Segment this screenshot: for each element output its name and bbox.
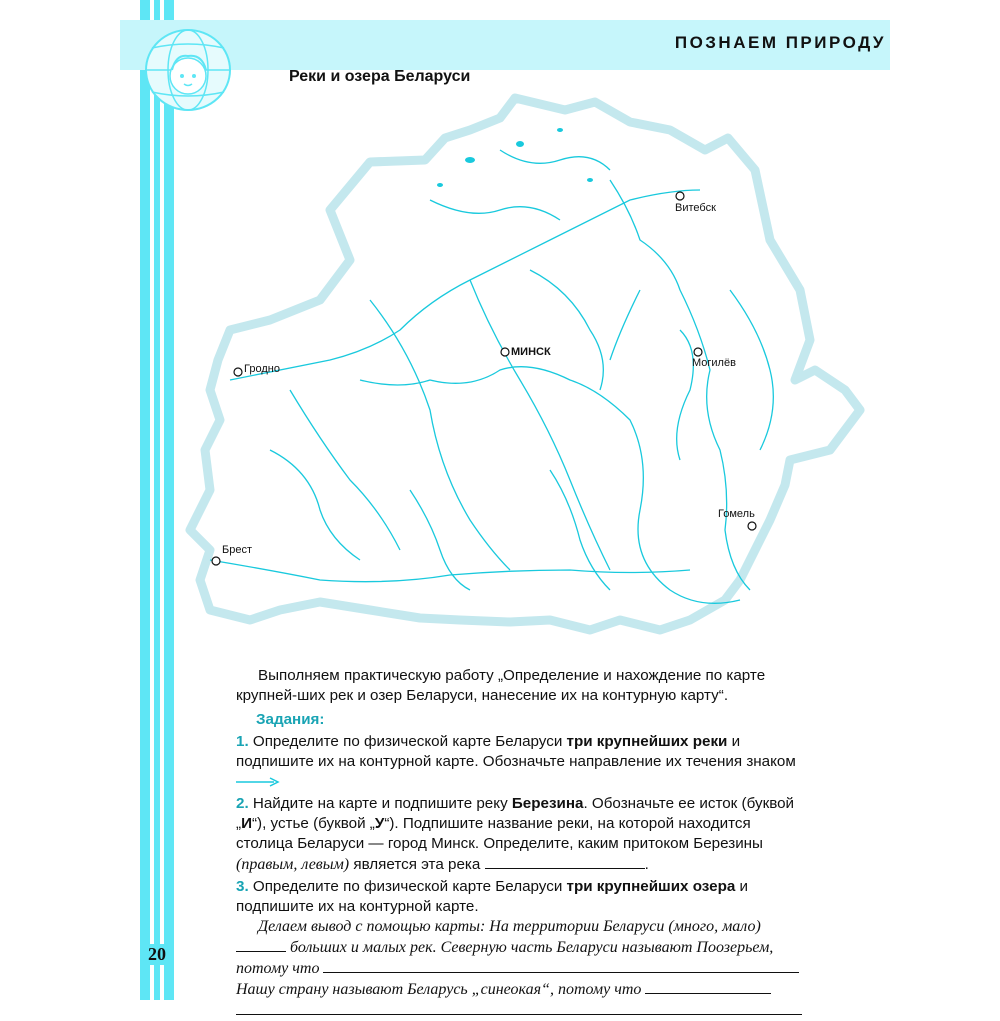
answer-line-row	[236, 1000, 808, 1021]
city-label-grodno: Гродно	[244, 363, 280, 375]
task-1-bold: три крупнейших реки	[566, 733, 728, 750]
answer-line-final[interactable]	[236, 1000, 802, 1015]
task-2-end: .	[644, 856, 649, 873]
answer-line-rivers[interactable]	[236, 937, 286, 952]
task-3-pre: Определите по физической карте Беларуси	[248, 878, 567, 895]
city-label-vitebsk: Витебск	[675, 202, 716, 214]
task-3	[236, 877, 808, 917]
task-1-pre: Определите по физической карте Беларуси	[248, 733, 567, 750]
city-label-brest: Брест	[222, 544, 252, 556]
tasks-heading: Задания:	[256, 711, 325, 728]
intro-paragraph: Выполняем практическую работу „Определение и нахождение по карте крупней-ших рек и озер Беларуси, нанесение их на контурную карту“.	[236, 667, 766, 704]
task-1	[236, 732, 808, 792]
task-2-mid3: “). Подпишите название реки, на которой находится столица Беларуси — город Минск. Определите, каким притоком Березины	[236, 815, 763, 852]
task-3-post: и подпишите их на контурной карте.	[236, 878, 749, 915]
task-3-bold: три крупнейших озера	[566, 878, 736, 895]
task-2	[236, 794, 808, 875]
city-label-gomel: Гомель	[718, 508, 755, 520]
page-number: 20	[140, 944, 174, 965]
map-title: Реки и озера Беларуси	[289, 68, 471, 85]
task-1-number: 1.	[236, 733, 249, 750]
task-2-post: является эта река	[349, 856, 481, 873]
task-2-bold-u: У	[374, 815, 385, 832]
task-2-pre: Найдите на карте и подпишите реку	[248, 795, 512, 812]
task-2-bold-river: Березина	[511, 795, 584, 812]
country-outline	[190, 98, 860, 630]
conclusion-part3: Нашу страну называют Беларусь „синеокая“, потому что	[236, 981, 642, 998]
task-3-number: 3.	[236, 878, 249, 895]
task-2-mid2: “), устье (буквой „	[251, 815, 375, 832]
task-2-mid1: . Обозначьте ее исток (буквой „	[236, 795, 795, 832]
task-2-number: 2.	[236, 795, 249, 812]
city-label-minsk: МИНСК	[511, 346, 551, 358]
left-stripe-2	[154, 0, 160, 1000]
section-title: ПОЗНАЕМ ПРИРОДУ	[674, 33, 886, 52]
task-2-bold-i: И	[241, 815, 252, 832]
answer-line-blue-eyed[interactable]	[645, 979, 771, 994]
conclusion-line-2	[236, 979, 808, 1000]
text-block	[236, 666, 808, 1021]
task-1-post: и подпишите их на контурной карте. Обозначьте направление их течения знаком	[236, 733, 796, 770]
city-label-mogilev: Могилёв	[692, 357, 736, 369]
conclusion-part2: больших и малых рек. Северную часть Беларуси называют Поозерьем, потому что	[236, 939, 774, 977]
left-stripe-1	[140, 0, 150, 1000]
conclusion-part1: Делаем вывод с помощью карты: На территории Беларуси (много, мало)	[258, 918, 761, 935]
arrow-icon	[236, 777, 280, 787]
conclusion-paragraph	[236, 917, 808, 979]
task-2-italic: (правым, левым)	[236, 856, 350, 873]
answer-line-tributary[interactable]	[485, 854, 645, 869]
answer-line-poozerie[interactable]	[323, 958, 799, 973]
